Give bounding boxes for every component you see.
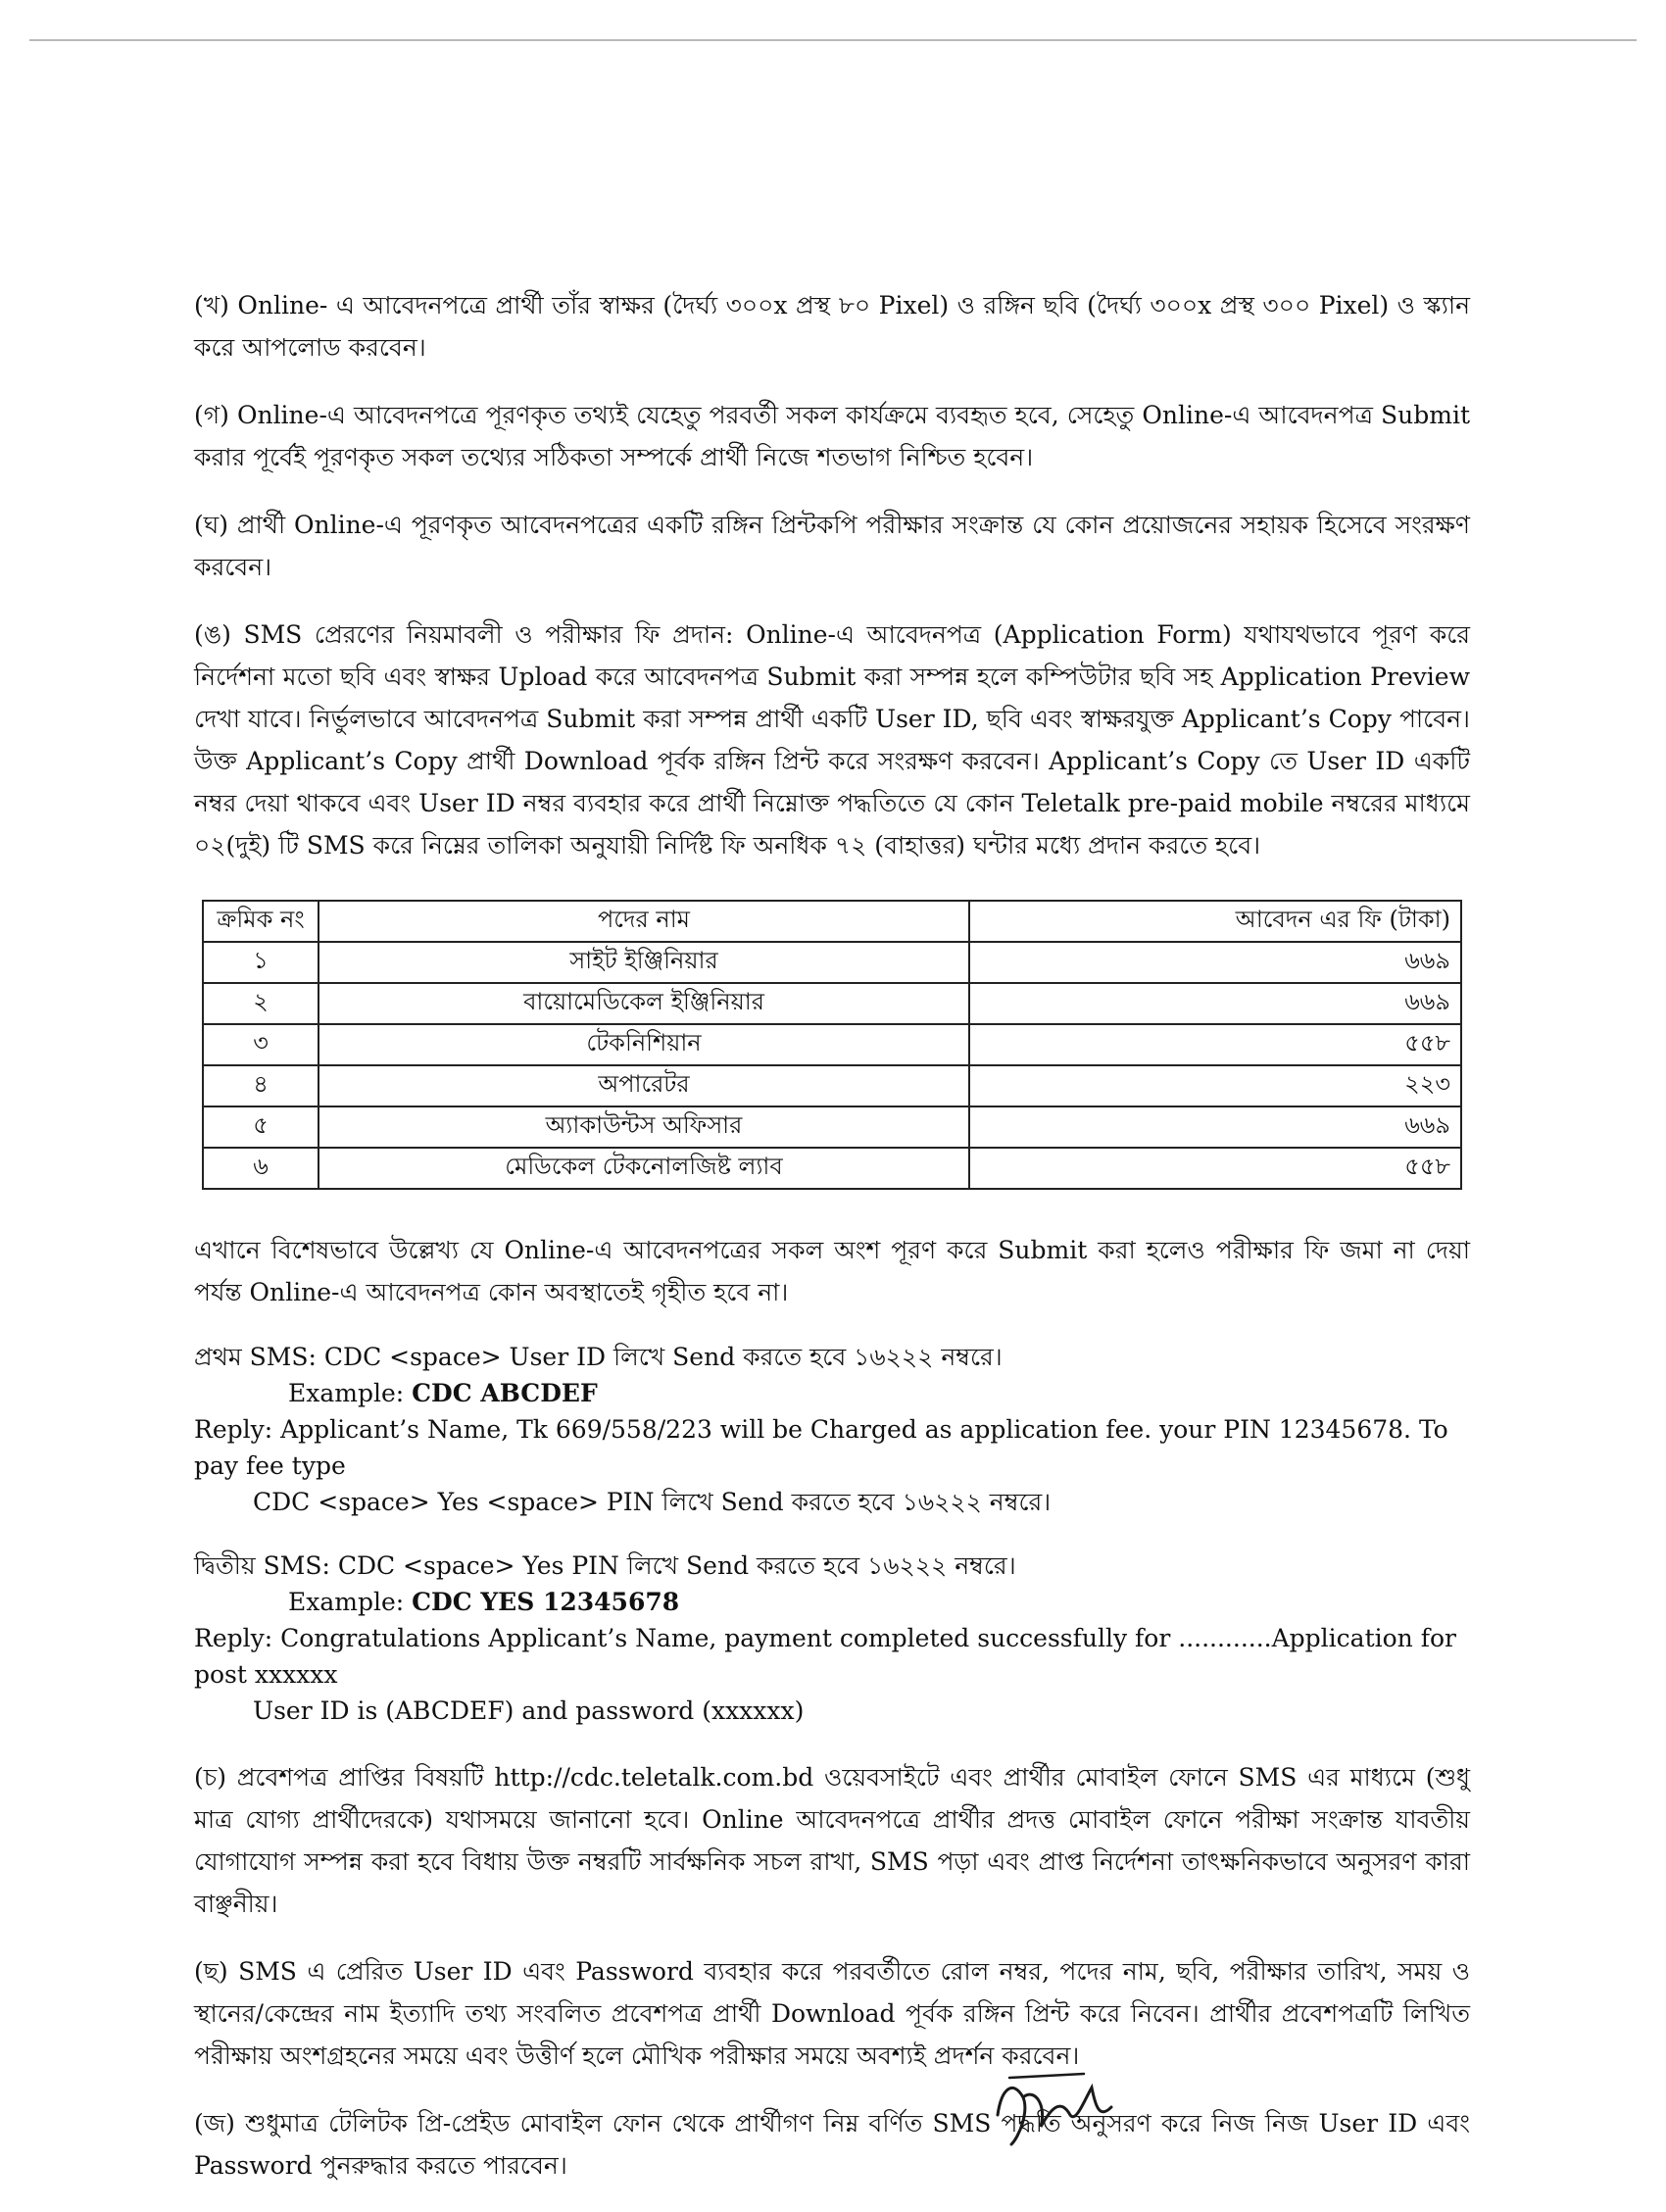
example-label: Example: <box>288 1588 405 1616</box>
paragraph-ja: (জ) শুধুমাত্র টেলিটক প্রি-প্রেইড মোবাইল ফোন থেকে প্রার্থীগণ নিম্ন বর্ণিত SMS পদ্ধতি অনুসরণ করে নিজ নিজ User ID এবং Password পুনরুদ্ধার করতে পারবেন। <box>194 2109 1470 2180</box>
document-body <box>194 284 1470 2212</box>
signature-image <box>990 2058 1127 2151</box>
paragraph-uma: (ঙ) SMS প্রেরণের নিয়মাবলী ও পরীক্ষার ফি প্রদান: Online-এ আবেদনপত্র (Application Form) যথাযথভাবে পূরণ করে নির্দেশনা মতো ছবি এবং স্বাক্ষর Upload করে আবেদনপত্র Submit করা সম্পন্ন হলে কম্পিউটার ছবি সহ Application Preview দেখা যাবে। নির্ভুলভাবে আবেদনপত্র Submit করা সম্পন্ন প্রার্থী একটি User ID, ছবি এবং স্বাক্ষরযুক্ত Applicant’s Copy পাবেন। উক্ত Applicant’s Copy প্রার্থী Download পূর্বক রঙ্গিন প্রিন্ট করে সংরক্ষণ করবেন। Applicant’s Copy তে User ID একটি নম্বর দেয়া থাকবে এবং User ID নম্বর ব্যবহার করে প্রার্থী নিম্নোক্ত পদ্ধতিতে যে কোন Teletalk pre-paid mobile নম্বরের মাধ্যমে ০২(দুই) টি SMS করে নিম্নের তালিকা অনুযায়ী নির্দিষ্ট ফি অনধিক ৭২ (বাহাত্তর) ঘন্টার মধ্যে প্রদান করতে হবে। <box>194 620 1470 860</box>
payment-note: এখানে বিশেষভাবে উল্লেখ্য যে Online-এ আবেদনপত্রের সকল অংশ পূরণ করে Submit করা হলেও পরীক্ষার ফি জমা না দেয়া পর্যন্ত Online-এ আবেদনপত্র কোন অবস্থাতেই গৃহীত হবে না। <box>194 1236 1470 1306</box>
row-serial: ৩ <box>203 1024 318 1065</box>
first-sms-example <box>194 1375 1470 1411</box>
row-fee: ২২৩ <box>969 1065 1461 1106</box>
paragraph-gha: (ঘ) প্রার্থী Online-এ পূরণকৃত আবেদনপত্রের একটি রঙ্গিন প্রিন্টকপি পরীক্ষার সংক্রান্ত যে কোন প্রয়োজনের সহায়ক হিসেবে সংরক্ষণ করবেন। <box>194 511 1470 581</box>
sms-instructions <box>194 1339 1470 1729</box>
row-post-name: অপারেটর <box>318 1065 969 1106</box>
table-row <box>203 942 1461 983</box>
example-value: CDC YES 12345678 <box>412 1588 680 1616</box>
example-label: Example: <box>288 1379 405 1407</box>
sms-spacer <box>194 1520 1470 1548</box>
first-sms-reply: Reply: Applicant’s Name, Tk 669/558/223 will be Charged as application fee. your PIN 12345678. To pay fee type <box>194 1415 1448 1480</box>
table-row <box>203 1065 1461 1106</box>
row-fee: ৫৫৮ <box>969 1024 1461 1065</box>
table-row <box>203 983 1461 1024</box>
fee-table-header <box>203 901 1461 942</box>
header-serial: ক্রমিক নং <box>203 901 318 942</box>
paragraph-chha: (ছ) SMS এ প্রেরিত User ID এবং Password ব্যবহার করে পরবর্তীতে রোল নম্বর, পদের নাম, ছবি, পরীক্ষার তারিখ, সময় ও স্থানের/কেন্দ্রের নাম ইত্যাদি তথ্য সংবলিত প্রবেশপত্র প্রার্থী Download পূর্বক রঙ্গিন প্রিন্ট করে নিবেন। প্রার্থীর প্রবেশপত্রটি লিখিত পরীক্ষায় অংশগ্রহনের সময়ে এবং উত্তীর্ণ হলে মৌখিক পরীক্ষার সময়ে অবশ্যই প্রদর্শন করবেন। <box>194 1957 1470 2070</box>
row-post-name: বায়োমেডিকেল ইঞ্জিনিয়ার <box>318 983 969 1024</box>
table-row <box>203 1106 1461 1148</box>
row-post-name: অ্যাকাউন্টস অফিসার <box>318 1106 969 1148</box>
row-serial: ৪ <box>203 1065 318 1106</box>
row-serial: ৬ <box>203 1148 318 1189</box>
example-value: CDC ABCDEF <box>412 1379 598 1407</box>
row-post-name: সাইট ইঞ্জিনিয়ার <box>318 942 969 983</box>
row-post-name: টেকনিশিয়ান <box>318 1024 969 1065</box>
paragraph-cha: (চ) প্রবেশপত্র প্রাপ্তির বিষয়টি http://cdc.teletalk.com.bd ওয়েবসাইটে এবং প্রার্থীর মোবাইল ফোনে SMS এর মাধ্যমে (শুধু মাত্র যোগ্য প্রার্থীদেরকে) যথাসময়ে জানানো হবে। Online আবেদনপত্রে প্রার্থীর প্রদত্ত মোবাইল ফোনে পরীক্ষা সংক্রান্ত যাবতীয় যোগাযোগ সম্পন্ন করা হবে বিধায় উক্ত নম্বরটি সার্বক্ষনিক সচল রাখা, SMS পড়া এবং প্রাপ্ত নির্দেশনা তাৎক্ষনিকভাবে অনুসরণ কারা বাঞ্ছনীয়। <box>194 1763 1470 1918</box>
row-serial: ২ <box>203 983 318 1024</box>
second-sms-line: দ্বিতীয় SMS: CDC <space> Yes PIN লিখে Send করতে হবে ১৬২২২ নম্বরে। <box>194 1551 1016 1580</box>
header-fee: আবেদন এর ফি (টাকা) <box>969 901 1461 942</box>
top-rule <box>29 39 1637 41</box>
row-post-name: মেডিকেল টেকনোলজিষ্ট ল্যাব <box>318 1148 969 1189</box>
fee-table <box>202 900 1462 1190</box>
paragraph-ga: (গ) Online-এ আবেদনপত্রে পূরণকৃত তথ্যই যেহেতু পরবর্তী সকল কার্যক্রমে ব্যবহৃত হবে, সেহেতু Online-এ আবেদনপত্র Submit করার পূর্বেই পূরণকৃত সকল তথ্যের সঠিকতা সম্পর্কে প্রার্থী নিজে শতভাগ নিশ্চিত হবেন। <box>194 401 1470 471</box>
second-sms-userid-line: User ID is (ABCDEF) and password (xxxxxx) <box>253 1696 805 1725</box>
row-fee: ৫৫৮ <box>969 1148 1461 1189</box>
first-sms-pay-line: CDC <space> Yes <space> PIN লিখে Send করতে হবে ১৬২২২ নম্বরে। <box>253 1488 1052 1516</box>
first-sms-line: প্রথম SMS: CDC <space> User ID লিখে Send করতে হবে ১৬২২২ নম্বরে। <box>194 1343 1003 1371</box>
row-serial: ১ <box>203 942 318 983</box>
paragraph-kha: (খ) Online- এ আবেদনপত্রে প্রার্থী তাঁর স্বাক্ষর (দৈর্ঘ্য ৩০০x প্রস্থ ৮০ Pixel) ও রঙ্গিন ছবি (দৈর্ঘ্য ৩০০x প্রস্থ ৩০০ Pixel) ও স্ক্যান করে আপলোড করবেন। <box>194 291 1470 362</box>
row-serial: ৫ <box>203 1106 318 1148</box>
row-fee: ৬৬৯ <box>969 983 1461 1024</box>
table-row <box>203 1148 1461 1189</box>
table-row <box>203 1024 1461 1065</box>
second-sms-example <box>194 1584 1470 1620</box>
section-spacer <box>194 1729 1470 1756</box>
second-sms-reply: Reply: Congratulations Applicant’s Name, payment completed successfully for ............Application for post xxxxxx <box>194 1624 1456 1689</box>
row-fee: ৬৬৯ <box>969 942 1461 983</box>
row-fee: ৬৬৯ <box>969 1106 1461 1148</box>
header-post-name: পদের নাম <box>318 901 969 942</box>
